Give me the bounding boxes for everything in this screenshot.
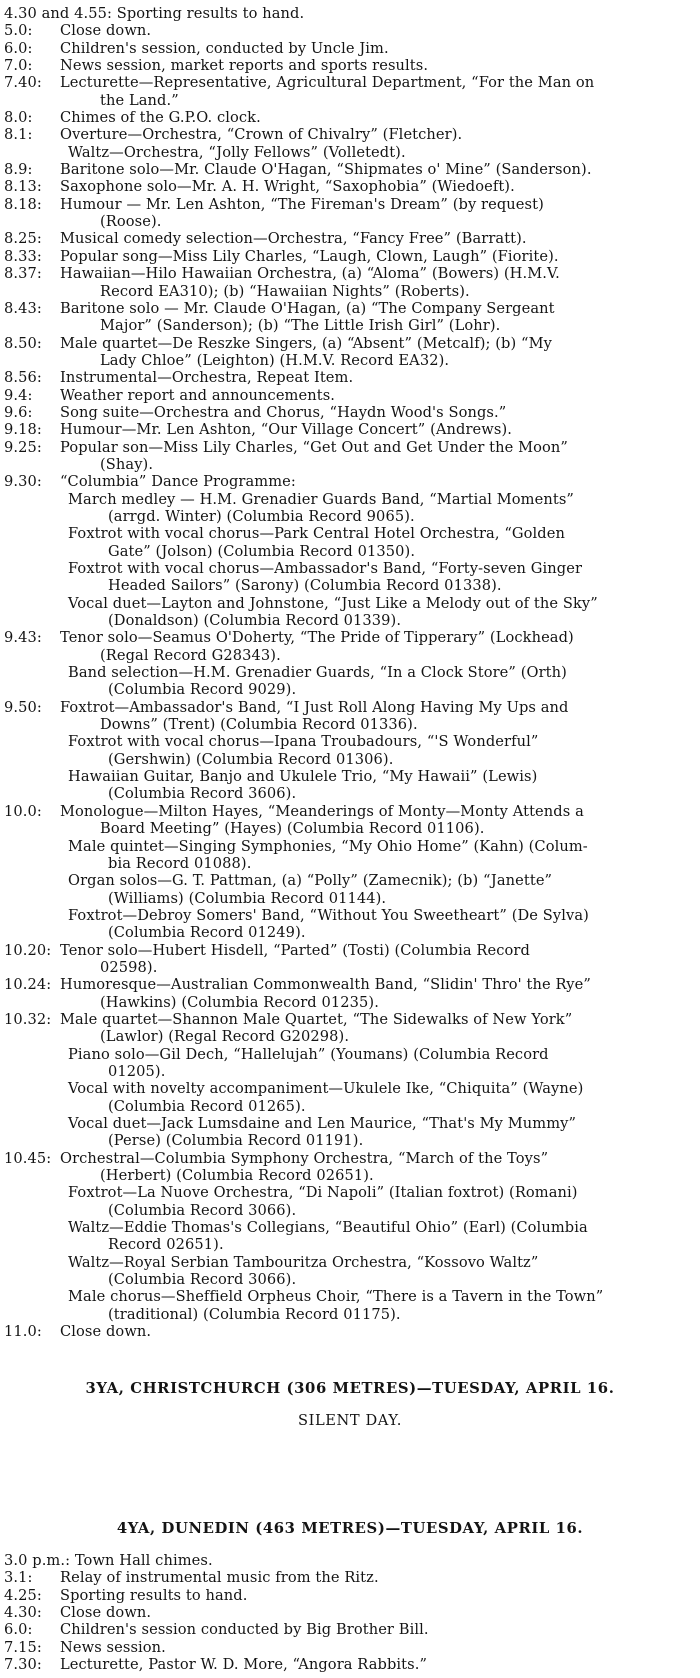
program-line: bia Record 01088). — [108, 854, 252, 872]
program-entry — [4, 595, 696, 630]
program-line: Baritone solo—Mr. Claude O'Hagan, “Shipmates o' Mine” (Sanderson). — [60, 161, 592, 179]
program-line: Band selection—H.M. Grenadier Guards, “In a Clock Store” (Orth) — [68, 664, 567, 682]
program-time: 10.20: — [4, 941, 52, 959]
program-line: (Roose). — [100, 213, 162, 231]
program-line: Weather report and announcements. — [60, 386, 336, 404]
program-entry — [4, 1569, 696, 1586]
program-entry — [4, 265, 696, 300]
program-line: “Columbia” Dance Programme: — [60, 473, 296, 491]
program-time: 6.0: — [4, 39, 33, 57]
program-line: News session, market reports and sports results. — [60, 57, 429, 75]
program-entry — [4, 248, 696, 265]
program-entry — [4, 491, 696, 526]
program-line: Saxophone solo—Mr. A. H. Wright, “Saxophobia” (Wiedoeft). — [60, 178, 515, 196]
section-3ya-subheading: SILENT DAY. — [298, 1412, 402, 1429]
program-line: Popular song—Miss Lily Charles, “Laugh, Clown, Laugh” (Fiorite). — [60, 247, 559, 265]
program-entry — [4, 699, 696, 734]
program-time: 8.56: — [4, 369, 42, 387]
program-entry — [4, 40, 696, 57]
program-time: 8.33: — [4, 247, 42, 265]
program-line: Sporting results to hand. — [60, 1586, 248, 1604]
program-entry — [4, 1552, 696, 1569]
program-entry — [4, 1080, 696, 1115]
program-entry — [4, 1587, 696, 1604]
program-line: (Shay). — [100, 455, 154, 473]
program-line: Record 02651). — [108, 1236, 224, 1254]
program-line: Tenor solo—Seamus O'Doherty, “The Pride of Tipperary” (Lockhead) — [60, 629, 574, 647]
program-line: Foxtrot with vocal chorus—Ambassador's Band, “Forty-seven Ginger — [68, 560, 583, 577]
program-time: 8.50: — [4, 334, 42, 352]
program-entry — [4, 335, 696, 370]
program-entry — [4, 161, 696, 178]
program-line: (Williams) (Columbia Record 01144). — [108, 889, 387, 907]
program-time: 7.40: — [4, 74, 42, 92]
program-line: Lady Chloe” (Leighton) (H.M.V. Record EA32). — [100, 351, 450, 369]
program-entry — [4, 404, 696, 421]
program-time: 9.50: — [4, 698, 42, 716]
program-entry — [4, 1639, 696, 1656]
program-entry — [4, 1621, 696, 1638]
program-time: 8.25: — [4, 230, 42, 248]
program-line: Orchestral—Columbia Symphony Orchestra, “March of the Toys” — [60, 1149, 549, 1167]
program-line: (Hawkins) (Columbia Record 01235). — [100, 993, 379, 1011]
program-line: (Columbia Record 3066). — [108, 1201, 297, 1219]
program-line: Humour — Mr. Len Ashton, “The Fireman's Dream” (by request) — [60, 195, 544, 213]
program-entry — [4, 1115, 696, 1150]
program-entry — [4, 768, 696, 803]
program-line: Downs” (Trent) (Columbia Record 01336). — [100, 716, 418, 734]
program-entry — [4, 109, 696, 126]
program-line: Popular son—Miss Lily Charles, “Get Out and Get Under the Moon” — [60, 438, 568, 456]
program-line: Instrumental—Orchestra, Repeat Item. — [60, 369, 354, 387]
program-entry — [4, 473, 696, 490]
program-line: Gate” (Jolson) (Columbia Record 01350). — [108, 542, 416, 560]
program-entry — [4, 907, 696, 942]
program-entry — [4, 196, 696, 231]
program-entry — [4, 144, 696, 161]
program-time: 8.0: — [4, 109, 33, 127]
program-list-2ya — [4, 5, 696, 1340]
program-line: Close down. — [60, 1604, 152, 1622]
program-line: Record EA310); (b) “Hawaiian Nights” (Roberts). — [100, 282, 470, 300]
program-time: 7.30: — [4, 1656, 42, 1674]
program-line: News session. — [60, 1638, 166, 1656]
program-line: (arrgd. Winter) (Columbia Record 9065). — [108, 507, 415, 525]
program-line: 3.0 p.m.: Town Hall chimes. — [4, 1552, 213, 1569]
program-line: Foxtrot—Ambassador's Band, “I Just Roll Along Having My Ups and — [60, 698, 569, 716]
program-line: Lecturette, Pastor W. D. More, “Angora Rabbits.” — [60, 1656, 428, 1674]
program-entry — [4, 57, 696, 74]
program-line: Close down. — [60, 1323, 152, 1341]
program-line: Vocal duet—Jack Lumsdaine and Len Maurice, “That's My Mummy” — [68, 1115, 577, 1132]
program-time: 4.30: — [4, 1604, 42, 1622]
program-line: 02598). — [100, 958, 158, 976]
program-line: 01205). — [108, 1062, 166, 1080]
program-line: Song suite—Orchestra and Chorus, “Haydn Wood's Songs.” — [60, 403, 507, 421]
program-entry — [4, 1656, 696, 1673]
section-3ya-heading: 3YA, CHRISTCHURCH (306 METRES)—TUESDAY, APRIL 16. — [85, 1380, 615, 1397]
program-line: Male quartet—De Reszke Singers, (a) “Absent” (Metcalf); (b) “My — [60, 334, 552, 352]
program-line: Headed Sailors” (Sarony) (Columbia Record 01338). — [108, 577, 502, 595]
program-entry — [4, 1288, 696, 1323]
program-line: Humour—Mr. Len Ashton, “Our Village Concert” (Andrews). — [60, 421, 512, 439]
program-entry — [4, 525, 696, 560]
program-line: (Columbia Record 3606). — [108, 785, 297, 803]
program-entry — [4, 1323, 696, 1340]
program-time: 4.25: — [4, 1586, 42, 1604]
program-line: Musical comedy selection—Orchestra, “Fancy Free” (Barratt). — [60, 230, 527, 248]
program-entry — [4, 560, 696, 595]
program-line: Tenor solo—Hubert Hisdell, “Parted” (Tosti) (Columbia Record — [60, 941, 530, 959]
program-line: (Lawlor) (Regal Record G20298). — [100, 1028, 350, 1046]
program-entry — [4, 1011, 696, 1046]
program-time: 5.0: — [4, 22, 33, 40]
program-line: Children's session conducted by Big Brother Bill. — [60, 1621, 429, 1639]
program-time: 7.15: — [4, 1638, 42, 1656]
program-entry — [4, 126, 696, 143]
program-time: 9.4: — [4, 386, 33, 404]
program-line: (Regal Record G28343). — [100, 646, 281, 664]
program-line: Hawaiian—Hilo Hawaiian Orchestra, (a) “Aloma” (Bowers) (H.M.V. — [60, 265, 560, 283]
program-line: Foxtrot—Debroy Somers' Band, “Without You Sweetheart” (De Sylva) — [68, 906, 589, 924]
program-time: 11.0: — [4, 1323, 42, 1341]
program-entry — [4, 664, 696, 699]
program-entry — [4, 976, 696, 1011]
program-entry — [4, 5, 696, 22]
program-entry — [4, 1184, 696, 1219]
program-line: (Herbert) (Columbia Record 02651). — [100, 1167, 374, 1185]
program-entry — [4, 629, 696, 664]
program-entry — [4, 22, 696, 39]
program-line: Relay of instrumental music from the Ritz. — [60, 1569, 379, 1587]
program-time: 9.18: — [4, 421, 42, 439]
program-line: (Columbia Record 9029). — [108, 681, 297, 699]
program-time: 9.6: — [4, 403, 33, 421]
program-entry — [4, 1046, 696, 1081]
program-entry — [4, 872, 696, 907]
program-entry — [4, 439, 696, 474]
program-line: Foxtrot with vocal chorus—Park Central Hotel Orchestra, “Golden — [68, 525, 565, 543]
program-line: Close down. — [60, 22, 152, 40]
program-time: 7.0: — [4, 57, 33, 75]
program-line: Vocal duet—Layton and Johnstone, “Just Like a Melody out of the Sky” — [68, 594, 598, 612]
program-entry — [4, 1150, 696, 1185]
program-time: 10.45: — [4, 1149, 52, 1167]
program-list-4ya — [4, 1552, 696, 1673]
program-line: (Columbia Record 01249). — [108, 924, 306, 942]
program-time: 10.24: — [4, 976, 52, 994]
program-time: 8.18: — [4, 195, 42, 213]
program-line: Vocal with novelty accompaniment—Ukulele Ike, “Chiquita” (Wayne) — [68, 1080, 584, 1098]
program-entry — [4, 838, 696, 873]
program-entry — [4, 1254, 696, 1289]
program-line: Waltz—Orchestra, “Jolly Fellows” (Volletedt). — [68, 143, 406, 161]
program-line: Male quartet—Shannon Male Quartet, “The Sidewalks of New York” — [60, 1010, 573, 1028]
program-entry — [4, 942, 696, 977]
program-entry — [4, 74, 696, 109]
program-entry — [4, 803, 696, 838]
program-line: Foxtrot—La Nuove Orchestra, “Di Napoli” (Italian foxtrot) (Romani) — [68, 1184, 578, 1202]
program-line: Humoresque—Australian Commonwealth Band, “Slidin' Thro' the Rye” — [60, 976, 591, 994]
program-line: March medley — H.M. Grenadier Guards Band, “Martial Moments” — [68, 490, 574, 508]
program-line: Piano solo—Gil Dech, “Hallelujah” (Youmans) (Columbia Record — [68, 1045, 549, 1063]
program-entry — [4, 1604, 696, 1621]
section-4ya-heading: 4YA, DUNEDIN (463 METRES)—TUESDAY, APRIL 16. — [116, 1520, 584, 1537]
program-entry — [4, 421, 696, 438]
program-entry — [4, 369, 696, 386]
program-line: Male chorus—Sheffield Orpheus Choir, “There is a Tavern in the Town” — [68, 1288, 604, 1306]
program-line: Chimes of the G.P.O. clock. — [60, 109, 261, 127]
program-entry — [4, 387, 696, 404]
program-time: 10.32: — [4, 1010, 52, 1028]
program-line: (Perse) (Columbia Record 01191). — [108, 1132, 364, 1150]
program-time: 6.0: — [4, 1621, 33, 1639]
program-entry — [4, 300, 696, 335]
program-line: the Land.” — [100, 91, 179, 109]
program-entry — [4, 1219, 696, 1254]
program-time: 8.43: — [4, 299, 42, 317]
program-line: Male quintet—Singing Symphonies, “My Ohio Home” (Kahn) (Colum- — [68, 837, 588, 855]
program-line: Foxtrot with vocal chorus—Ipana Troubadours, “'S Wonderful” — [68, 733, 539, 751]
program-time: 10.0: — [4, 802, 42, 820]
program-line: Board Meeting” (Hayes) (Columbia Record 01106). — [100, 820, 485, 838]
program-time: 8.37: — [4, 265, 42, 283]
program-line: Overture—Orchestra, “Crown of Chivalry” (Fletcher). — [60, 126, 463, 144]
program-time: 9.43: — [4, 629, 42, 647]
program-time: 8.13: — [4, 178, 42, 196]
program-time: 8.9: — [4, 161, 33, 179]
program-line: (Donaldson) (Columbia Record 01339). — [108, 612, 402, 630]
program-line: Major” (Sanderson); (b) “The Little Irish Girl” (Lohr). — [100, 317, 501, 335]
program-line: Lecturette—Representative, Agricultural Department, “For the Man on — [60, 74, 595, 92]
program-line: (traditional) (Columbia Record 01175). — [108, 1305, 401, 1323]
program-time: 8.1: — [4, 126, 33, 144]
program-line: Waltz—Eddie Thomas's Collegians, “Beautiful Ohio” (Earl) (Columbia — [68, 1219, 588, 1237]
program-line: Organ solos—G. T. Pattman, (a) “Polly” (Zamecnik); (b) “Janette” — [68, 872, 553, 890]
program-time: 9.30: — [4, 473, 42, 491]
program-line: Waltz—Royal Serbian Tambouritza Orchestra, “Kossovo Waltz” — [68, 1253, 539, 1271]
program-line: Children's session, conducted by Uncle Jim. — [60, 39, 389, 57]
program-entry — [4, 178, 696, 195]
program-line: Baritone solo — Mr. Claude O'Hagan, (a) “The Company Sergeant — [60, 299, 555, 317]
program-line: Monologue—Milton Hayes, “Meanderings of Monty—Monty Attends a — [60, 802, 584, 820]
program-time: 9.25: — [4, 438, 42, 456]
program-line: 4.30 and 4.55: Sporting results to hand. — [4, 5, 305, 22]
program-entry — [4, 230, 696, 247]
program-line: Hawaiian Guitar, Banjo and Ukulele Trio, “My Hawaii” (Lewis) — [68, 768, 538, 786]
program-line: (Columbia Record 01265). — [108, 1097, 306, 1115]
program-line: (Gershwin) (Columbia Record 01306). — [108, 750, 394, 768]
program-line: (Columbia Record 3066). — [108, 1271, 297, 1289]
program-time: 3.1: — [4, 1569, 33, 1587]
program-entry — [4, 733, 696, 768]
